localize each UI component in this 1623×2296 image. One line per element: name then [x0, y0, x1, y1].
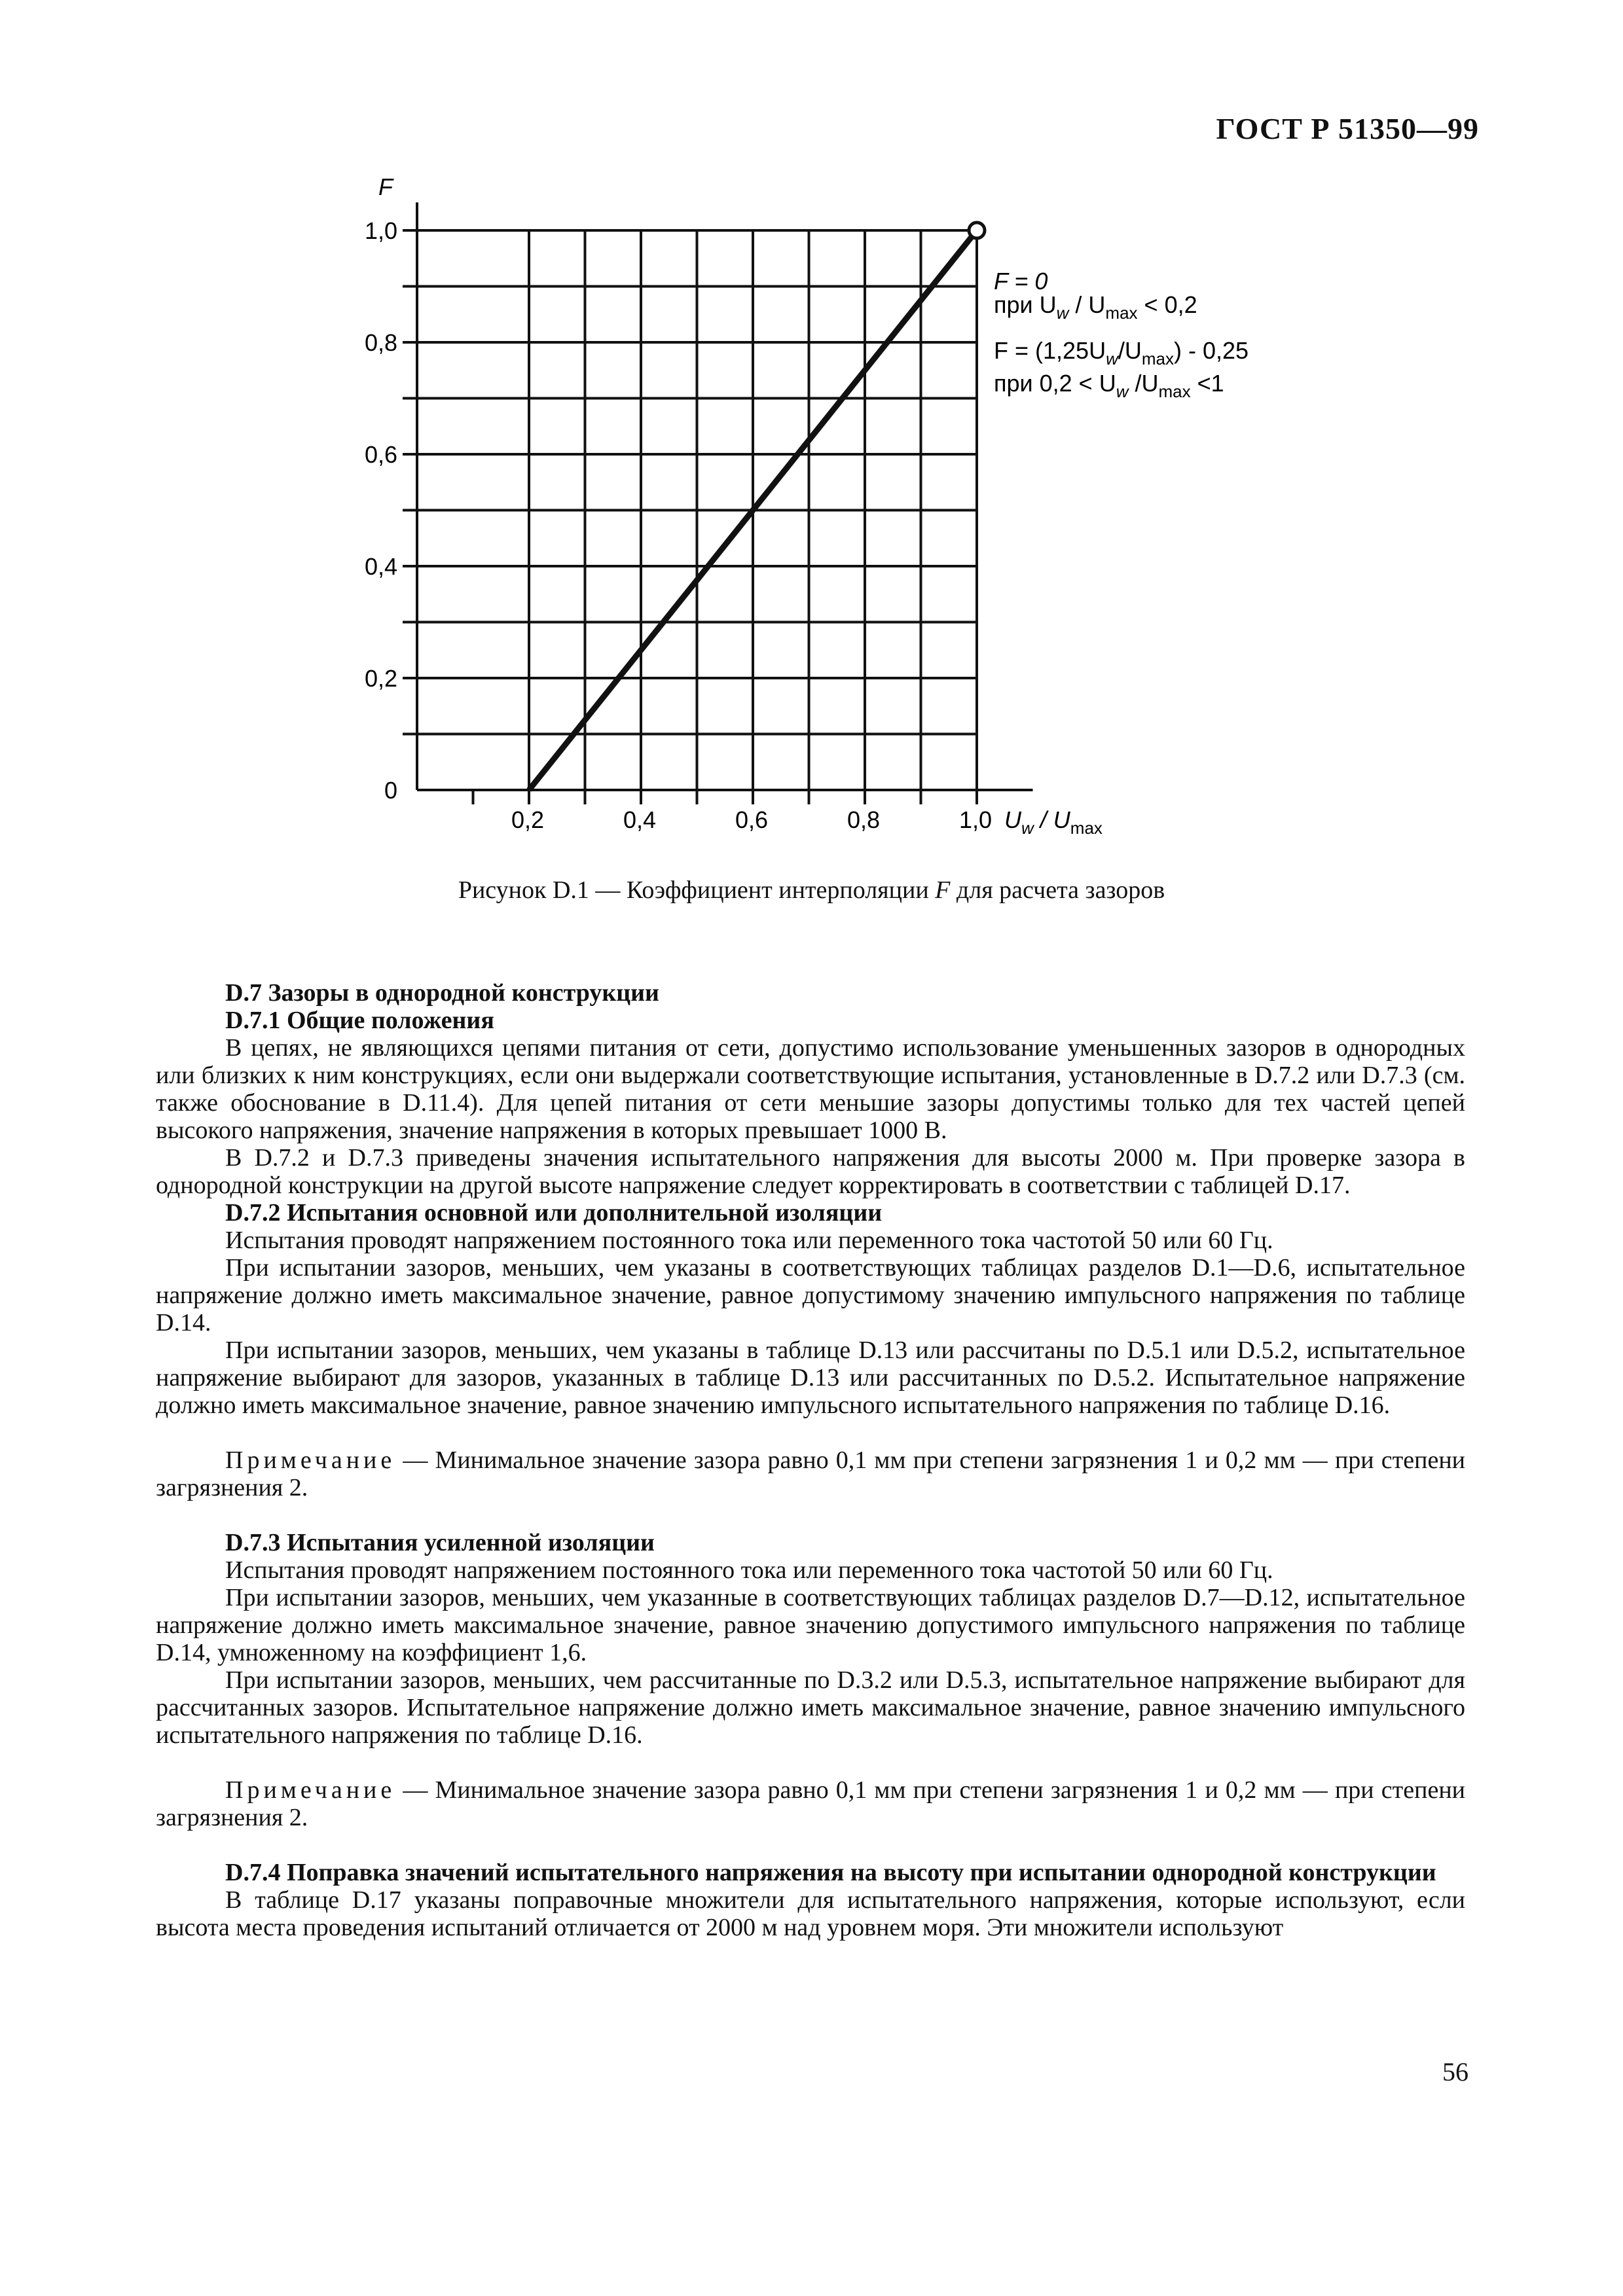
paragraph: Испытания проводят напряжением постоянного тока или переменного тока частотой 50 или 60 Гц.: [225, 1227, 1273, 1254]
formula-f-linear: $F = (1,25U_w/U_{max}) - 0,25$: [994, 337, 1249, 368]
paragraph: В D.7.2 и D.7.3 приведены значения испытательного напряжения для высоты 2000 м. При проверке зазора в однородной конструкции на другой высоте напряжение следует корректировать в соответствии с таблицей D.17.: [156, 1144, 1465, 1199]
heading-d7-4: D.7.4 Поправка значений испытательного напряжения на высоту при испытании однородной конструкции: [225, 1859, 1436, 1886]
note: Примечание — Минимальное значение зазора равно 0,1 мм при степени загрязнения 1 и 0,2 мм — при степени загрязнения 2.: [156, 1776, 1465, 1831]
formula-condition-1: при $U_w / U_{max} < 0,2$: [994, 291, 1197, 323]
y-tick-label: 0,4: [364, 553, 397, 580]
heading-d7-1: D.7.1 Общие положения: [225, 1007, 494, 1034]
y-axis-label: F: [378, 173, 393, 200]
endpoint-marker: [969, 223, 985, 238]
x-tick-label: 0,6: [735, 806, 769, 833]
paragraph: При испытании зазоров, меньших, чем рассчитанные по D.3.2 или D.5.3, испытательное напряжение выбирают для рассчитанных зазоров. Испытательное напряжение должно иметь максимальное значение, равное значению импульсного испытательного напряжения по таблице D.16.: [156, 1666, 1465, 1749]
chart-ticks: [365, 217, 992, 833]
note: Примечание — Минимальное значение зазора равно 0,1 мм при степени загрязнения 1 и 0,2 мм — при степени загрязнения 2.: [156, 1446, 1465, 1501]
heading-d7-3: D.7.3 Испытания усиленной изоляции: [225, 1529, 655, 1556]
y-tick-label: 0: [384, 777, 397, 804]
paragraph: В цепях, не являющихся цепями питания от сети, допустимо использование уменьшенных зазоров в однородных или близких к ним конструкциях, если они выдержали соответствующие испытания, установленные в D.7.2 или D.7.3 (см. также обоснование в D.11.4). Для цепей питания от сети меньшие зазоры допустимы только для тех частей цепей высокого напряжения, значение напряжения в которых превышает 1000 В.: [156, 1034, 1465, 1144]
y-tick-label: 1,0: [364, 217, 397, 244]
formula-annotation: [994, 268, 1249, 401]
interpolation-chart: [0, 0, 1623, 864]
y-tick-label: 0,6: [364, 441, 397, 468]
page-number: 56: [1442, 2057, 1468, 2087]
y-tick-label: 0,2: [364, 665, 397, 692]
x-tick-label: 1,0: [958, 806, 993, 833]
chart-axes: [417, 202, 1033, 790]
paragraph: Испытания проводят напряжением постоянного тока или переменного тока частотой 50 или 60 Гц.: [225, 1556, 1273, 1584]
figure-caption: Рисунок D.1 — Коэффициент интерполяции F для расчета зазоров: [458, 876, 1165, 904]
paragraph: При испытании зазоров, меньших, чем указаны в соответствующих таблицах разделов D.1—D.6, испытательное напряжение должно иметь максимальное значение, равное допустимому значению импульсного напряжения по таблице D.14.: [156, 1254, 1465, 1336]
chart-grid: [417, 230, 977, 790]
chart-series: [529, 223, 985, 790]
x-axis-label: $U_w / U_{max}$: [1004, 806, 1103, 838]
paragraph: В таблице D.17 указаны поправочные множители для испытательного напряжения, которые используют, если высота места проведения испытаний отличается от 2000 м над уровнем моря. Эти множители используют: [156, 1886, 1465, 1941]
paragraph: При испытании зазоров, меньших, чем указаны в таблице D.13 или рассчитаны по D.5.1 или D.5.2, испытательное напряжение выбирают для зазоров, указанных в таблице D.13 или рассчитанных по D.5.2. Испытательное напряжение должно иметь максимальное значение, равное значению импульсного испытательного напряжения по таблице D.16.: [156, 1336, 1465, 1419]
document-header: ГОСТ Р 51350—99: [1216, 112, 1479, 145]
section-d7: [156, 979, 1465, 1941]
formula-f-zero: F = 0: [994, 268, 1048, 295]
x-tick-label: 0,8: [847, 806, 881, 833]
formula-condition-2: при $0,2 < U_w$ $/U_{max} <1$: [994, 370, 1224, 401]
paragraph: При испытании зазоров, меньших, чем указанные в соответствующих таблицах разделов D.7—D.12, испытательное напряжение должно иметь максимальное значение, равное значению допустимого импульсного напряжения по таблице D.14, умноженному на коэффициент 1,6.: [156, 1584, 1465, 1666]
x-tick-label: 0,4: [623, 806, 657, 833]
heading-d7-2: D.7.2 Испытания основной или дополнительной изоляции: [225, 1199, 883, 1227]
heading-d7: D.7 Зазоры в однородной конструкции: [225, 979, 659, 1007]
y-tick-label: 0,8: [364, 329, 397, 356]
x-tick-label: 0,2: [511, 806, 545, 833]
